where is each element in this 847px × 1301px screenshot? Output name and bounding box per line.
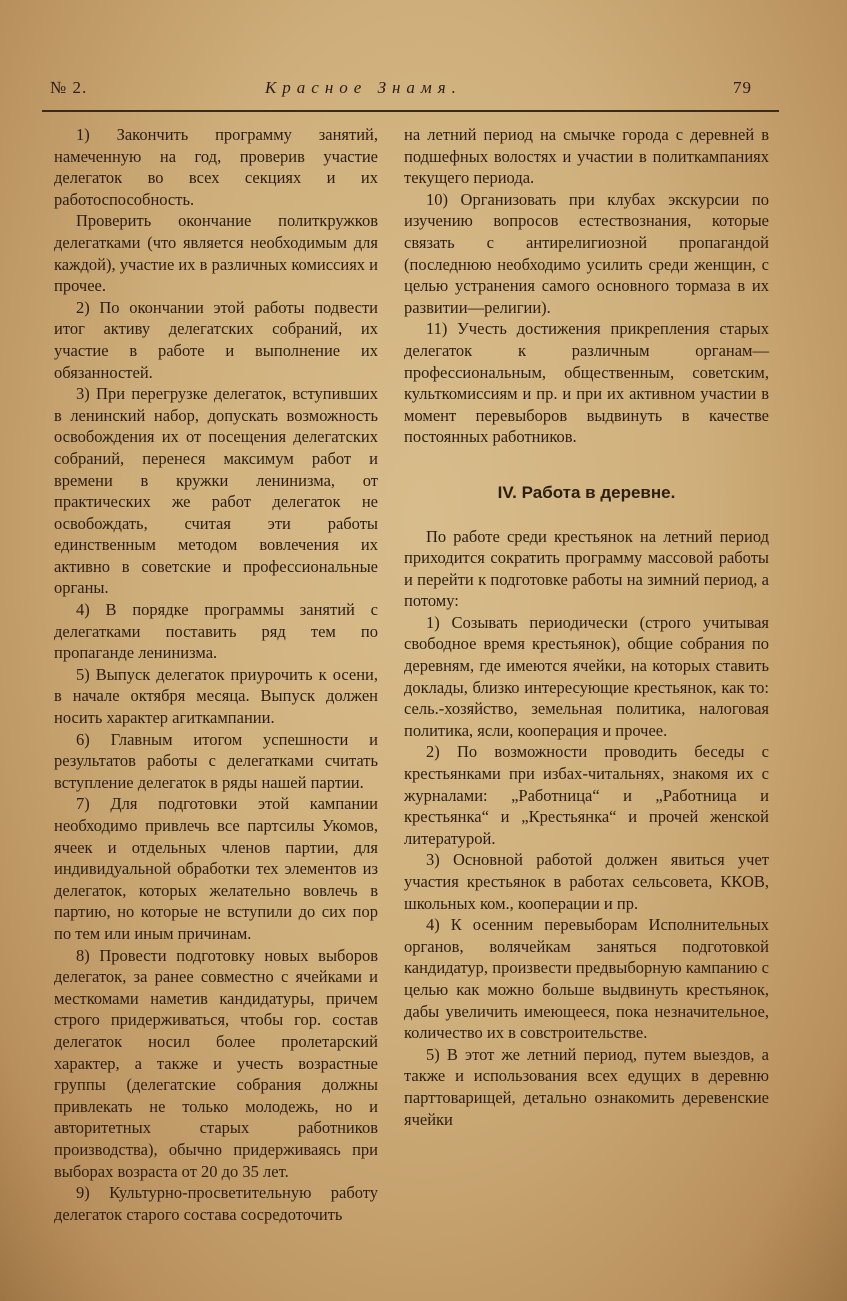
paragraph: 11) Учесть достижения прикрепления старых делегаток к различным органам—профессиональным, общественным, советским, культкомиссиям и пр. и при их активном участии в момент перевыборов выдвинуть в качестве постоянных работников. [404,319,769,447]
paragraph: 2) По возможности проводить беседы с крестьянками при избах-читальнях, знакомя их с журналами: „Работница“ и „Работница и крестьянка“ и „Крестьянка“ и прочей женской литературой. [404,742,769,848]
paragraph: По работе среди крестьянок на летний период приходится сократить программу массовой работы и перейти к подготовке работы на зимний период, а потому: [404,526,769,611]
issue-number: № 2. [50,78,88,97]
paragraph: 5) Выпуск делегаток приурочить к осени, в начале октября месяца. Выпуск должен носить характер агиткампании. [54,664,378,728]
page-header [50,78,752,104]
paragraph: 1) Закончить программу занятий, намеченную на год, проверив участие делегаток во всех секциях и их работоспособность. [54,125,378,209]
paragraph: 9) Культурно-просветительную работу делегаток старого состава сосредоточить [54,1183,378,1224]
paragraph: 2) По окончании этой работы подвести итог активу делегатских собраний, их участие в работе и выполнение их обязанностей. [54,297,378,382]
paragraph: Проверить окончание политкружков делегатками (что является необходимым для каждой), участие их в различных комиссиях и прочее. [54,211,378,296]
page-number: 79 [733,78,752,97]
left-column [54,124,378,1225]
paragraph: 4) К осенним перевыборам Исполнительных органов, волячейкам заняться подготовкой кандидатур, произвести предвыборную кампанию с целью как можно больше выдвинуть крестьянок, дабы увеличить имеющееся, пока незначительное, количество их в совстроительстве. [404,915,769,1043]
paragraph: 5) В этот же летний период, путем выездов, а также и использования всех едущих в деревню парттоварищей, детально ознакомить деревенские ячейки [404,1044,769,1129]
paragraph: 7) Для подготовки этой кампании необходимо привлечь все партсилы Укомов, ячеек и отдельных членов партии, для индивидуальной обработки тех элементов из делегаток, которых желательно вовлечь в партию, но которые не вступили до сих пор по тем или иным причинам. [54,794,378,943]
paragraph: 6) Главным итогом успешности и результатов работы с делегатками считать вступление делегаток в ряды нашей партии. [54,729,378,792]
paragraph: 8) Провести подготовку новых выборов делегаток, за ранее совместно с ячейками и месткомами наметив кандидатуры, причем строго придерживаться, чтобы гор. состав делегаток носил более пролетарский характер, а также и учесть возрастные группы (делегатские собрания должны привлекать не только молодежь, но и авторитетных старых работников производства), обычно придерживаясь при выборах возраста от 20 до 35 лет. [54,945,378,1181]
section-heading: IV. Работа в деревне. [497,482,676,502]
paragraph: на летний период на смычке города с деревней в подшефных волостях и участии в политкампаниях текущего периода. [404,125,769,188]
journal-title: Красное Знамя. [265,78,462,97]
paragraph: 3) При перегрузке делегаток, вступивших в ленинский набор, допускать возможность освобождения их от посещения делегатских собраний, перенеся максимум работ и времени в кружки ленинизма, от практических же работ делегаток не освобождать, считая эти работы единственным методом вовлечения их активно в советские и профессиональные органы. [54,384,378,598]
paragraph: 4) В порядке программы занятий с делегатками поставить ряд тем по пропаганде ленинизма. [54,600,378,663]
paragraph: 1) Созывать периодически (строго учитывая свободное время крестьянок), общие собрания по деревням, где имеются ячейки, на которых ставить доклады, близко интересующие крестьянок, как то: сель.-хозяйство, земельная политика, налоговая политика, ясли, кооперация и прочее. [404,612,769,740]
paragraph: 10) Организовать при клубах экскурсии по изучению вопросов естествознания, которые связать с антирелигиозной пропагандой (последнюю необходимо усилить среди женщин, с целью устранения самого основного тормаза в их развитии—религии). [404,189,769,317]
right-column [404,124,769,1130]
header-divider [42,110,779,112]
paragraph: 3) Основной работой должен явиться учет участия крестьянок в работах сельсовета, ККОВ, школьных ком., кооперации и пр. [404,850,769,913]
